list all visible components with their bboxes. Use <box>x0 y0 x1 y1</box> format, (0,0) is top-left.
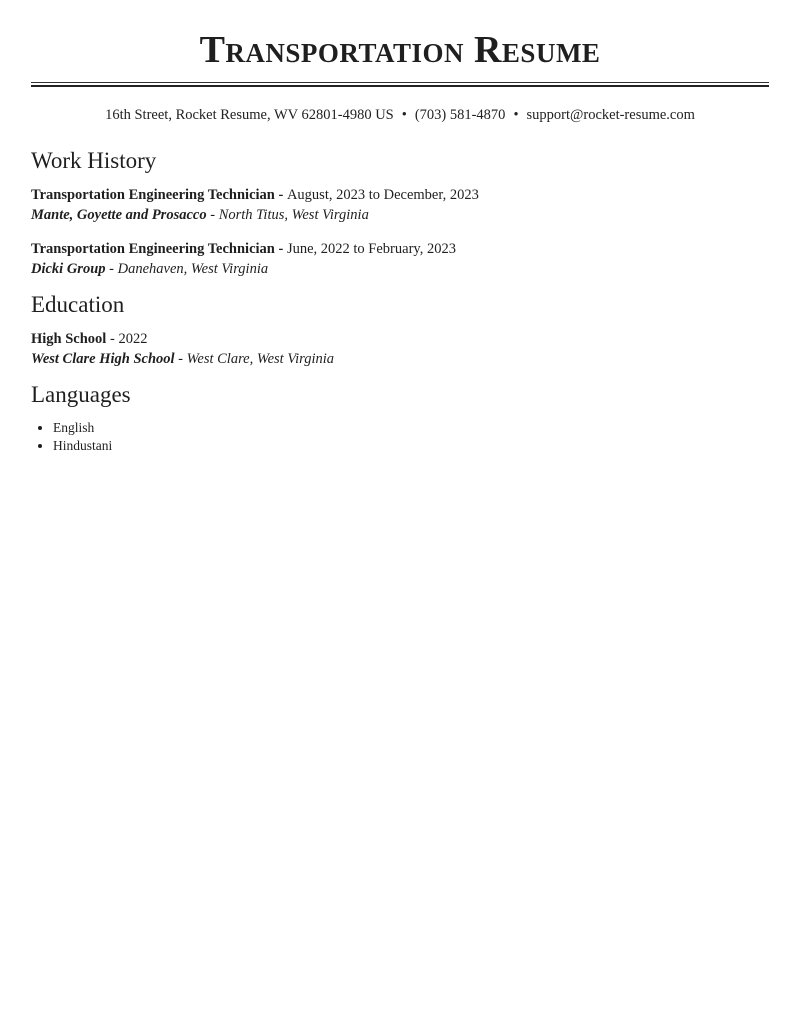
work-entry <box>31 185 769 225</box>
work-entry-header: Transportation Engineering Technician - June, 2022 to February, 2023 <box>31 241 456 257</box>
work-history-heading: Work History <box>31 148 157 173</box>
contact-address: 16th Street, Rocket Resume, WV 62801-4980 US <box>105 107 394 123</box>
education-entry-school: West Clare High School - West Clare, West Virginia <box>31 351 335 367</box>
work-dates: August, 2023 to December, 2023 <box>286 187 479 203</box>
education-year: 2022 <box>118 331 148 347</box>
work-location: Danehaven, West Virginia <box>117 261 269 277</box>
education-degree: High School <box>31 331 107 347</box>
bullet-separator: • <box>513 107 519 123</box>
languages-list <box>31 419 769 455</box>
work-entry <box>31 239 769 279</box>
work-company: Mante, Goyette and Prosacco <box>31 207 207 223</box>
work-location: North Titus, West Virginia <box>218 207 369 223</box>
contact-email: support@rocket-resume.com <box>526 107 695 123</box>
education-school: West Clare High School <box>31 351 175 367</box>
contact-line <box>31 105 769 125</box>
header-divider-thick <box>31 85 769 89</box>
bullet-separator: • <box>401 107 407 123</box>
list-item: • Hindustani <box>53 437 769 455</box>
education-heading: Education <box>31 292 125 317</box>
languages-heading: Languages <box>31 382 131 407</box>
work-entry-employer: Mante, Goyette and Prosacco - North Titus, West Virginia <box>31 207 369 223</box>
work-company: Dicki Group <box>31 261 106 277</box>
education-entry <box>31 329 769 369</box>
education-entry-header: High School - 2022 <box>31 331 148 347</box>
work-entry-header: Transportation Engineering Technician - August, 2023 to December, 2023 <box>31 187 479 203</box>
resume-title: Transportation Resume <box>199 29 601 71</box>
work-position: Transportation Engineering Technician <box>31 187 275 203</box>
work-dates: June, 2022 to February, 2023 <box>286 241 456 257</box>
work-position: Transportation Engineering Technician <box>31 241 275 257</box>
contact-phone: (703) 581-4870 <box>414 107 506 123</box>
work-entry-employer: Dicki Group - Danehaven, West Virginia <box>31 261 269 277</box>
list-item: • English <box>53 419 769 437</box>
education-location: West Clare, West Virginia <box>186 351 335 367</box>
